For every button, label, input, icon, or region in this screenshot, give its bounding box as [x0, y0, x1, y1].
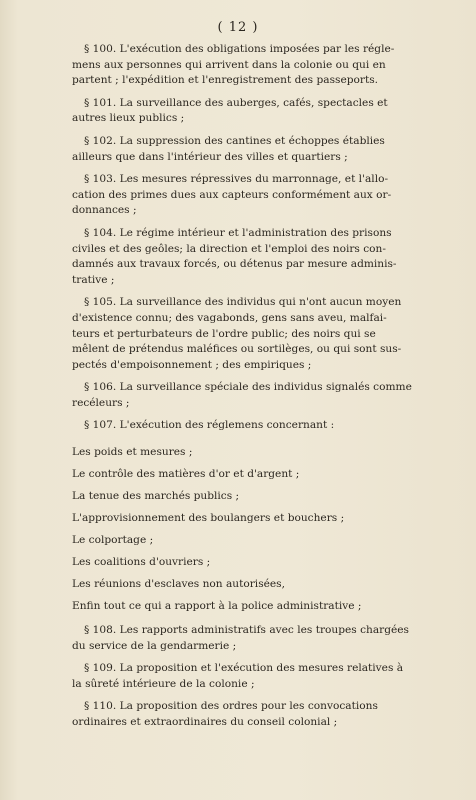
text-line: recéleurs ;	[72, 396, 130, 409]
sub-item: L'approvisionnement des boulangers et bouchers ;	[72, 512, 345, 525]
text-line: § 110. La proposition des ordres pour les convocations	[84, 700, 378, 713]
text-line: § 105. La surveillance des individus qui n'ont aucun moyen	[84, 296, 402, 309]
text-line: donnances ;	[72, 204, 137, 217]
sub-item: Enfin tout ce qui a rapport à la police administrative ;	[72, 600, 362, 613]
paragraph-b1	[72, 661, 458, 692]
text-line: § 109. La proposition et l'exécution des mesures relatives à	[84, 662, 404, 675]
sub-item: Les coalitions d'ouvriers ;	[72, 556, 211, 569]
text-line: § 101. La surveillance des auberges, cafés, spectacles et	[84, 96, 388, 109]
page-number: ( 12 )	[217, 20, 259, 35]
text-line: mens aux personnes qui arrivent dans la colonie ou qui en	[72, 58, 386, 71]
text-line: civiles et des geôles; la direction et l'emploi des noirs con-	[72, 242, 386, 255]
paragraph-b2	[72, 699, 458, 730]
text-line: § 107. L'exécution des réglemens concernant :	[84, 419, 335, 432]
paragraph-a7	[72, 418, 458, 434]
text-line: § 104. Le régime intérieur et l'administration des prisons	[84, 226, 392, 239]
text-line: teurs et perturbateurs de l'ordre public; des noirs qui se	[72, 327, 376, 340]
sub-item: Les poids et mesures ;	[72, 446, 193, 459]
text-line: § 108. Les rapports administratifs avec les troupes chargées	[84, 624, 409, 637]
paragraph-a5	[72, 295, 458, 373]
sub-item-list	[72, 441, 458, 617]
text-line: la sûreté intérieure de la colonie ;	[72, 677, 255, 690]
text-line: § 100. L'exécution des obligations imposées par les régle-	[84, 43, 395, 55]
paragraph-a0	[72, 42, 458, 89]
page-content	[72, 42, 458, 738]
text-line: § 106. La surveillance spéciale des individus signalés comme	[84, 381, 412, 394]
text-line: § 102. La suppression des cantines et échoppes établies	[84, 134, 385, 147]
text-line: mêlent de prétendus maléfices ou sortilèges, ou qui sont sus-	[72, 343, 402, 356]
text-line: d'existence connu; des vagabonds, gens sans aveu, malfai-	[72, 311, 387, 324]
text-line: autres lieux publics ;	[72, 112, 185, 125]
paragraph-a2	[72, 134, 458, 165]
sub-item: Le colportage ;	[72, 534, 154, 547]
text-line: ordinaires et extraordinaires du conseil colonial ;	[72, 716, 338, 729]
sub-item: Les réunions d'esclaves non autorisées,	[72, 578, 285, 591]
paragraph-a1	[72, 96, 458, 127]
paragraph-a3	[72, 172, 458, 219]
text-line: § 103. Les mesures répressives du marronnage, et l'allo-	[84, 173, 389, 186]
paragraph-a4	[72, 226, 458, 288]
text-line: pectés d'empoisonnement ; des empiriques ;	[72, 358, 312, 371]
paragraph-a6	[72, 380, 458, 411]
text-line: partent ; l'expédition et l'enregistrement des passeports.	[72, 74, 379, 87]
paragraph-b0	[72, 623, 458, 654]
text-line: cation des primes dues aux capteurs conformément aux or-	[72, 188, 392, 201]
text-line: ailleurs que dans l'intérieur des villes et quartiers ;	[72, 150, 348, 163]
text-line: damnés aux travaux forcés, ou détenus par mesure adminis-	[72, 258, 397, 271]
sub-item: Le contrôle des matières d'or et d'argent ;	[72, 468, 300, 481]
sub-item: La tenue des marchés publics ;	[72, 490, 240, 503]
text-line: du service de la gendarmerie ;	[72, 639, 237, 652]
text-line: trative ;	[72, 273, 115, 286]
